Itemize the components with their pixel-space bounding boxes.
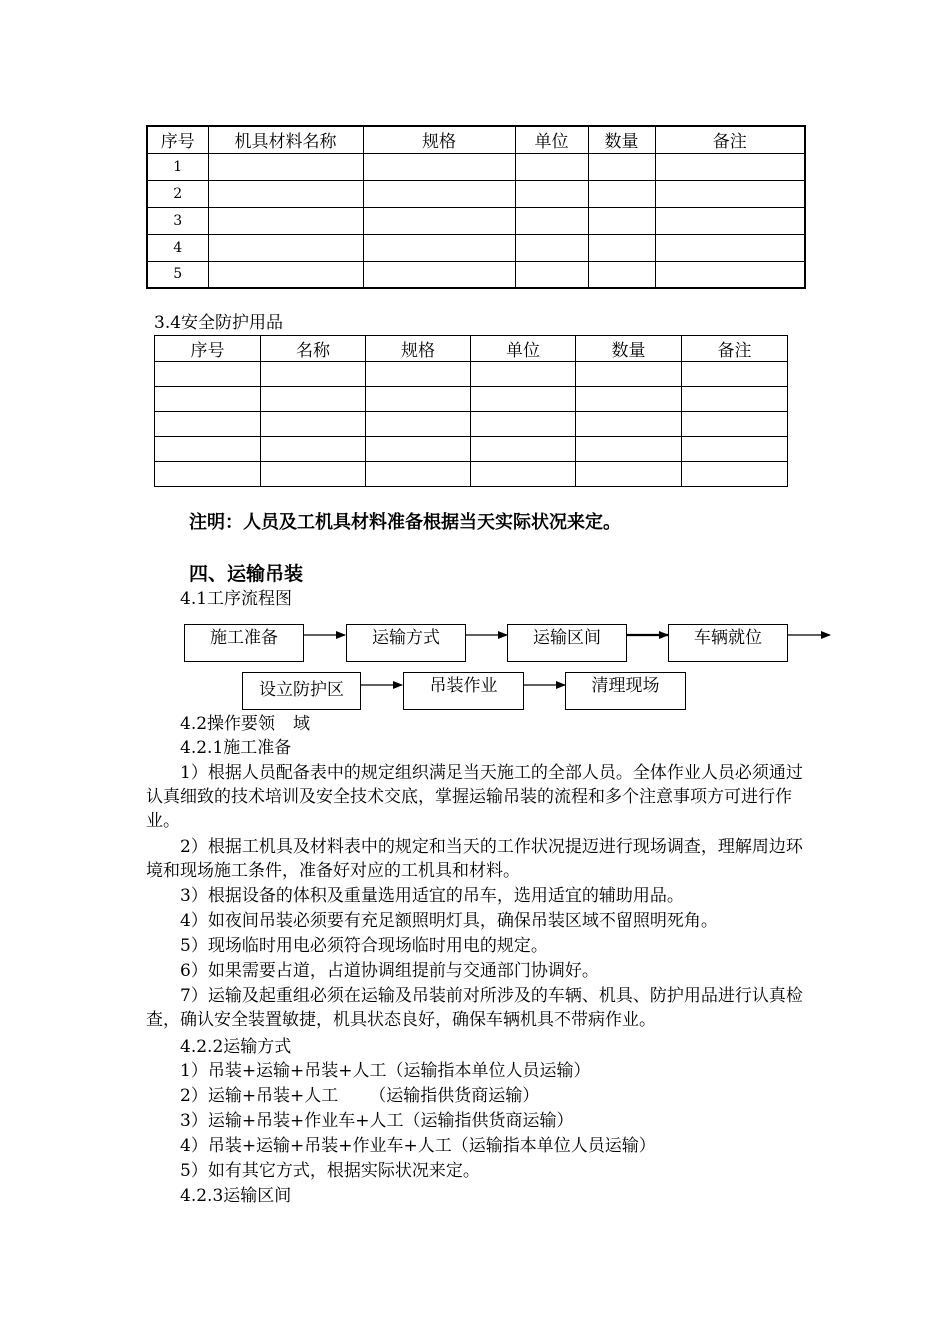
section-4-title: 四、运输吊装 bbox=[189, 563, 304, 585]
paragraph: 2）根据工机具及材料表中的规定和当天的工作状况提迈进行现场调查，理解周边环境和现场施工条件，准备好对应的工机具和材料。 bbox=[146, 837, 803, 881]
section-4-1-heading: 4.1工序流程图 bbox=[180, 589, 293, 609]
method-item: 2）运输+吊装+人工 （运输指供货商运输） bbox=[180, 1086, 540, 1106]
flow-step-vehicle-positioning: 车辆就位 bbox=[668, 624, 788, 662]
flow-step-set-protection-zone: 设立防护区域 bbox=[242, 672, 361, 710]
row-number: 5 bbox=[147, 261, 208, 288]
header-cell: 名称 bbox=[261, 336, 366, 362]
header-cell: 备注 bbox=[655, 126, 805, 153]
row-number: 4 bbox=[147, 234, 208, 261]
section-4-2-1-heading: 4.2.1施工准备 bbox=[180, 738, 292, 758]
section-3-4-heading: 3.4安全防护用品 bbox=[154, 313, 284, 333]
note: 注明：人员及工机具材料准备根据当天实际状况来定。 bbox=[189, 512, 621, 533]
flow-step-transport-method: 运输方式 bbox=[346, 624, 466, 662]
row-number: 2 bbox=[147, 180, 208, 207]
section-4-2-3-heading: 4.2.3运输区间 bbox=[180, 1186, 292, 1206]
paragraph: 3）根据设备的体积及重量选用适宜的吊车，选用适宜的辅助用品。 bbox=[180, 886, 684, 906]
flow-step-transport-section: 运输区间 bbox=[507, 624, 627, 662]
paragraph: 1）根据人员配备表中的规定组织满足当天施工的全部人员。全体作业人员必须通过认真细致的技术培训及安全技术交底，掌握运输吊装的流程和多个注意事项方可进行作业。 bbox=[146, 763, 803, 831]
header-cell: 数量 bbox=[588, 126, 655, 153]
paragraph: 4）如夜间吊装必须要有充足额照明灯具，确保吊装区域不留照明死角。 bbox=[180, 911, 718, 931]
row-number: 3 bbox=[147, 207, 208, 234]
row-number: 1 bbox=[147, 153, 208, 180]
method-item: 3）运输+吊装+作业车+人工（运输指供货商运输） bbox=[180, 1111, 574, 1131]
header-cell: 单位 bbox=[471, 336, 576, 362]
header-cell: 序号 bbox=[147, 126, 208, 153]
method-item: 4）吊装+运输+吊装+作业车+人工（运输指本单位人员运输） bbox=[180, 1136, 656, 1156]
paragraph: 6）如果需要占道，占道协调组提前与交通部门协调好。 bbox=[180, 961, 599, 981]
header-cell: 序号 bbox=[155, 336, 261, 362]
paragraph: 7）运输及起重组必须在运输及吊装前对所涉及的车辆、机具、防护用品进行认真检查，确认安全装置敏捷，机具状态良好，确保车辆机具不带病作业。 bbox=[146, 986, 803, 1030]
header-cell: 数量 bbox=[576, 336, 682, 362]
flow-step-site-cleanup: 清理现场 bbox=[565, 672, 686, 710]
section-4-2-heading: 4.2操作要领 bbox=[180, 714, 276, 734]
header-cell: 规格 bbox=[363, 126, 515, 153]
header-cell: 机具材料名称 bbox=[208, 126, 363, 153]
paragraph: 5）现场临时用电必须符合现场临时用电的规定。 bbox=[180, 936, 548, 956]
method-item: 5）如有其它方式，根据实际状况来定。 bbox=[180, 1161, 480, 1181]
header-cell: 单位 bbox=[515, 126, 588, 153]
section-4-2-2-heading: 4.2.2运输方式 bbox=[180, 1037, 292, 1057]
header-cell: 规格 bbox=[366, 336, 471, 362]
flow-step-hoisting: 吊装作业 bbox=[403, 672, 524, 710]
flow-step-construction-prep: 施工准备 bbox=[184, 624, 304, 662]
method-item: 1）吊装+运输+吊装+人工（运输指本单位人员运输） bbox=[180, 1061, 591, 1081]
header-cell: 备注 bbox=[682, 336, 788, 362]
